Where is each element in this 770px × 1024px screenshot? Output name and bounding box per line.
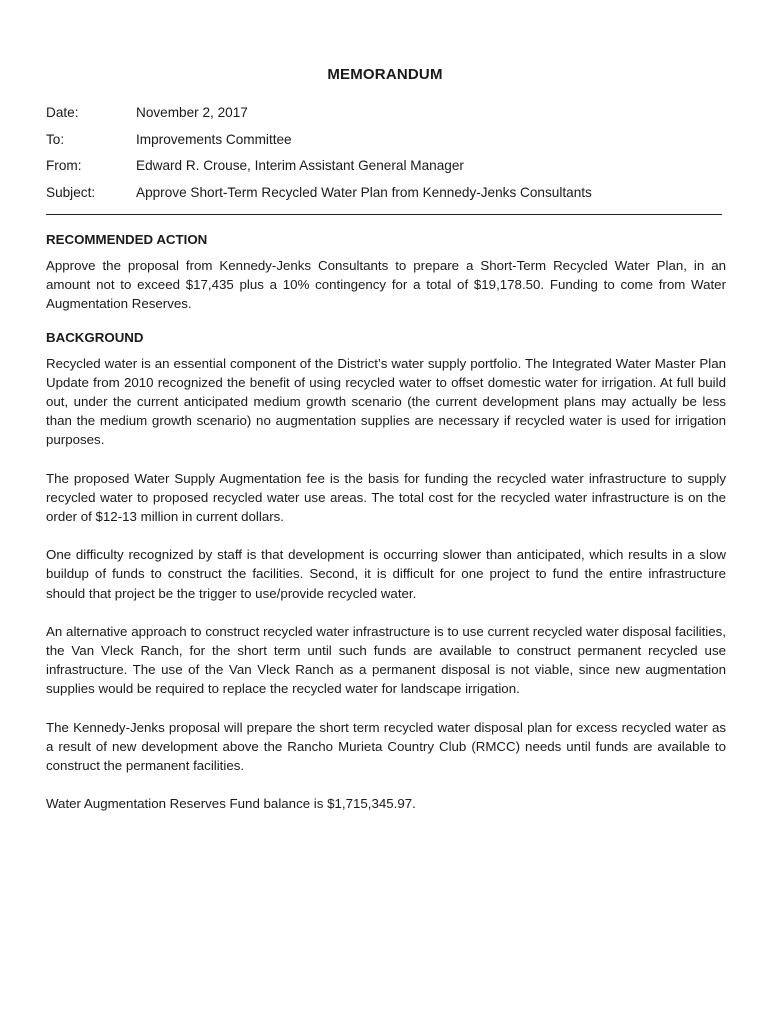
from-value: Edward R. Crouse, Interim Assistant General Manager <box>136 158 464 174</box>
to-value: Improvements Committee <box>136 131 292 147</box>
memo-title: MEMORANDUM <box>327 66 443 83</box>
background-paragraph-1: Recycled water is an essential component of the District’s water supply portfolio. The Integrated Water Master Plan Update from 2010 recognized the benefit of using recycled water to offset domestic water for irrigation. At full build out, under the current anticipated medium growth scenario (the current development plans may actually be less than the medium growth scenario) no augmentation supplies are necessary if recycled water is used for irrigation purposes. <box>46 355 726 448</box>
header-divider <box>46 214 722 215</box>
from-label: From: <box>46 158 82 174</box>
background-heading: BACKGROUND <box>46 329 144 345</box>
header-row-to <box>46 126 726 153</box>
memo-body <box>46 230 726 813</box>
header-row-date <box>46 99 726 126</box>
background-paragraph-5: The Kennedy-Jenks proposal will prepare the short term recycled water disposal plan for excess recycled water as a result of new development above the Rancho Murieta Country Club (RMCC) needs until funds are available to construct the permanent facilities. <box>46 719 726 774</box>
memo-header <box>46 99 726 206</box>
recommended-action-heading: RECOMMENDED ACTION <box>46 232 208 247</box>
header-row-from <box>46 152 726 179</box>
date-label: Date: <box>46 104 79 120</box>
recommended-action-text: Approve the proposal from Kennedy-Jenks Consultants to prepare a Short-Term Recycled Water Plan, in an amount not to exceed $17,435 plus a 10% contingency for a total of $19,178.50. Funding to come from Water Augmentation Reserves. <box>46 258 726 312</box>
to-label: To: <box>46 131 65 147</box>
background-paragraph-3: One difficulty recognized by staff is that development is occurring slower than anticipated, which results in a slow buildup of funds to construct the facilities. Second, it is difficult for one project to fund the entire infrastructure should that project be the trigger to use/provide recycled water. <box>46 547 726 601</box>
background-paragraph-4: An alternative approach to construct recycled water infrastructure is to use current recycled water disposal facilities, the Van Vleck Ranch, for the short term until such funds are available to construct permanent recycled use infrastructure. The use of the Van Vleck Ranch as a permanent disposal is not viable, since new augmentation supplies would be required to replace the recycled water for landscape irrigation. <box>46 623 726 697</box>
background-paragraph-2: The proposed Water Supply Augmentation fee is the basis for funding the recycled water infrastructure to supply recycled water to proposed recycled water use areas. The total cost for the recycled water infrastructure is on the order of $12-13 million in current dollars. <box>46 470 726 525</box>
header-row-subject <box>46 179 726 206</box>
subject-value: Approve Short-Term Recycled Water Plan from Kennedy-Jenks Consultants <box>136 184 592 200</box>
date-value: November 2, 2017 <box>136 104 248 120</box>
subject-label: Subject: <box>46 184 96 200</box>
fund-balance-text: Water Augmentation Reserves Fund balance is $1,715,345.97. <box>46 796 416 812</box>
